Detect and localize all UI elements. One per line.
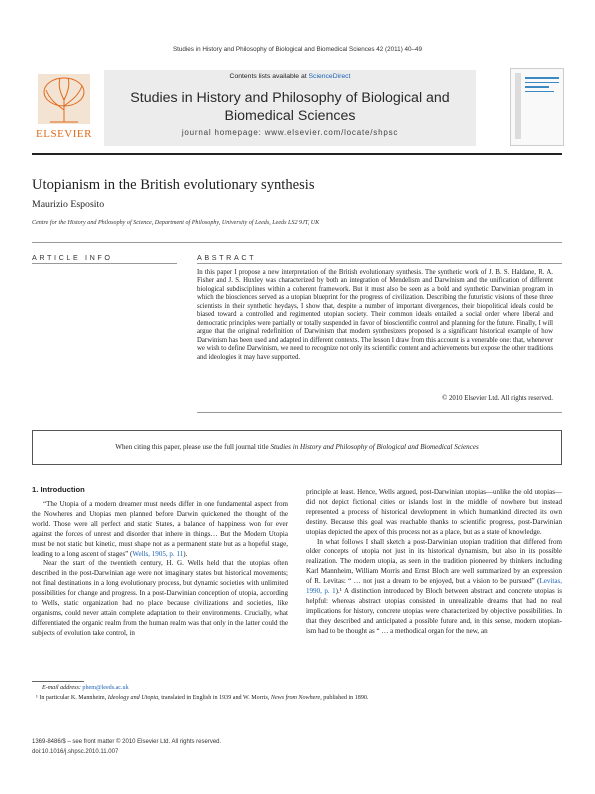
abstract-label: ABSTRACT [197,253,257,262]
author-affiliation: Centre for the History and Philosophy of Science, Department of Philosophy, University of Leeds, Leeds LS2 9JT, UK [32,220,320,226]
header-rule [32,153,562,155]
email-link[interactable]: phem@leeds.ac.uk [82,685,129,691]
citation-link-levitas[interactable]: Levitas, 1990, p. 1 [306,577,562,596]
citation-journal: Studies in History and Philosophy of Biological and Biomedical Sciences [270,443,479,451]
divider [197,412,562,413]
citation-notice [32,443,562,451]
divider [32,242,562,243]
running-head: Studies in History and Philosophy of Biological and Biomedical Sciences 42 (2011) 40–49 [172,46,423,53]
divider [32,263,177,264]
sciencedirect-link[interactable]: ScienceDirect [308,73,351,80]
journal-homepage-link[interactable]: journal homepage: www.elsevier.com/locate/shpsc [181,128,399,137]
paragraph: “The Utopia of a modern dreamer must needs differ in one fundamental aspect from the Nowheres and Utopias men planned before Darwin quickened the thought of the world. Those were all perfect and static States, a balance of happiness won for ever against the forces of unrest and disorder that inhere in things… But the Modern Utopia must be not static but kinetic, must shape not as a permanent state but as a hopeful stage, leading to a long ascent of stages” (Wells, 1905, p. 11). [32,500,288,558]
contents-prefix: Contents lists available at [229,73,309,80]
footnote-rule [32,681,84,682]
article-title: Utopianism in the British evolutionary synthesis [32,177,315,193]
journal-cover-thumbnail [510,68,564,146]
contents-line [104,73,476,80]
left-column [32,500,288,639]
issn-line: 1369-8486/$ – see front matter © 2010 Elsevier Ltd. All rights reserved. [32,739,222,745]
right-column [306,488,562,637]
article-info-label: ARTICLE INFO [32,253,113,262]
journal-title: Studies in History and Philosophy of Biological and Biomedical Sciences [130,90,450,124]
section-heading: 1. Introduction [32,485,85,494]
abstract-text: In this paper I propose a new interpretation of the British evolutionary synthesis. The synthetic work of J. B. S. Haldane, R. A. Fisher and J. S. Huxley was characterized by both an integration of Mendelism and Darwinism and the unification of different biological subdisciplines within a coherent framework. But it must also be seen as a bold and synthetic Darwinian program in which the biosciences served as a utopian blueprint for the progress of civilization. Describing the futuristic visions of these three scientists in their synthetic heydays, I show that, despite a number of important divergences, their biopolitical ideals could be biased toward a controlled and regimented utopian society. Their common ideals entailed a social order where liberal and democratic principles were partially or totally suspended in favor of bioscientific control and planning for the future. Finally, I will argue that the original redefinition of Darwinism that modern synthesizers proposed is a significant historical example of how Darwinism has been used and adapted in different contexts. The lesson I draw from this account is a venerable one: that, whenever we wish to define Darwinism, we need to recognize not only its scientific content and achievements but expose the other traditions and ideologies it may have supported. [197,269,553,361]
doi-link[interactable]: doi:10.1016/j.shpsc.2010.11.007 [32,749,119,755]
citation-link-wells[interactable]: Wells, 1905, p. 11 [132,549,184,558]
author-email: E-mail address: phem@leeds.ac.uk [42,685,129,691]
copyright-notice: © 2010 Elsevier Ltd. All rights reserved. [442,395,553,402]
paragraph: In what follows I shall sketch a post-Darwinian utopian tradition that differed from older concepts of utopia not just in its historical dynamism, but also in its possible realization. The modern utopia, as seen in the tradition pioneered by thinkers including Karl Mannheim, William Morris and Ernst Bloch are well summarized by an expression of R. Levitas: “ … not just a dream to be enjoyed, but a vision to be pursued” (Levitas, 1990, p. 1).¹ A distinction introduced by Bloch between abstract and concrete utopias is helpful: whereas abstract utopias consisted in unrealizable dreams that had no real implications for history, concrete utopias were characterized by objective possibilities. In that they described and anticipated a possible future and, in this sense, modern utopian-ism had to be thought as “ … a methodical organ for the new, an [306,537,562,635]
paragraph: principle at least. Hence, Wells argued, post-Darwinian utopias—unlike the old utopias—did not depict fictional cities or islands lost in the middle of nowhere but instead represented a process of historical development in which humankind directed its own destiny. Because this goal was reachable thanks to scientific progress, post-Darwinian utopias depicted the apex of this process not as a place, but as a state of knowledge. [306,488,562,536]
footnote-1: ¹ In particular K. Mannheim, Ideology and Utopia, translated in English in 1939 and W. Morris, News from Nowhere, published in 1890. [36,695,369,701]
author-name: Maurizio Esposito [32,199,105,210]
citation-prefix: When citing this paper, please use the full journal title [115,443,271,451]
paragraph: Near the start of the twentieth century, H. G. Wells held that the utopias often described in the post-Darwinian age were not imaginary states but historical movements; not final destinations in a long evolutionary process, but dynamic societies with unlimited possibilities for change and progress. In a post-Darwinian conception of utopia, according to Wells, static organization had no place because civilizations and societies, like organisms, could never attain complete adaptation to their environments. Crucially, what differentiated the organic realm from the human realm was that only in the latter could the subjects of evolution take control, in [32,559,288,637]
elsevier-wordmark: ELSEVIER [36,128,92,140]
divider [197,263,562,264]
